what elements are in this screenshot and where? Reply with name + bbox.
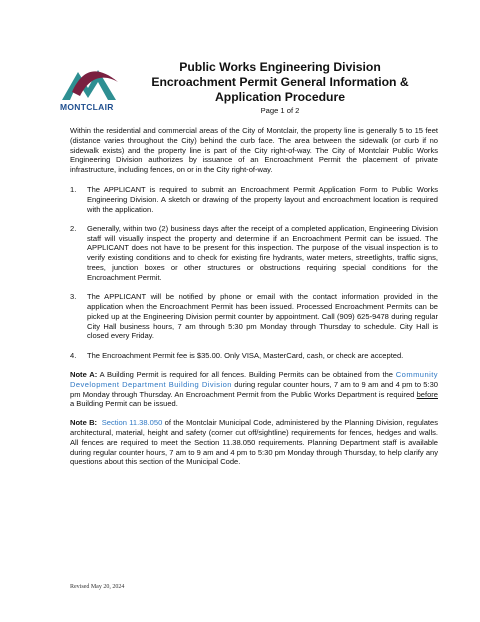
list-item: 1. The APPLICANT is required to submit an Encroachment Permit Application Form to Public Works Engineering Division. A sketch or drawing of the property layout and encroachment location is required with the application. <box>70 184 438 214</box>
page-number: Page 1 of 2 <box>260 106 300 115</box>
note-b: Note B: Section 11.38.050 of the Montclair Municipal Code, administered by the Planning Division, regulates architectural, material, height and safety (corner cut off/sightline) requirements for fences, hedges and walls. All fences are required to meet the Section 11.38.050 requirements. Planning Department staff is available during regular counter hours, 7 am to 9 am and 4 pm to 5:30 pm Monday through Thursday, to help clarify any questions about this section of the Municipal Code. <box>70 418 438 467</box>
page-title-line2: Encroachment Permit General Information & <box>151 75 409 89</box>
list-item: 2. Generally, within two (2) business days after the receipt of a completed application, Engineering Division staff will visually inspect the property and determine if an Encroachment Permit can be issued. The APPLICANT does not have to be present for this inspection. The purpose of the visual inspection is to verify existing conditions and to check for existing fire hydrants, water meters, streetlights, traffic signs, trees, junction boxes or other structures or obstructions requiring special conditions for the Encroachment Permit. <box>70 223 438 282</box>
page-title-line1: Public Works Engineering Division <box>179 60 381 74</box>
note-b-label: Note B: <box>70 418 98 428</box>
step-text: Generally, within two (2) business days after the receipt of a completed application, Engineering Division staff will visually inspect the property and determine if an Encroachment Permit can be issued. The APPLICANT does not have to be present for this inspection. The purpose of the visual inspection is to verify existing conditions and to check for existing fire hydrants, water meters, streetlights, traffic signs, trees, junction boxes or other structures or obstructions requiring special conditions for the Encroachment Permit. <box>87 223 438 282</box>
step-text: The APPLICANT is required to submit an Encroachment Permit Application Form to Public Works Engineering Division. A sketch or drawing of the property layout and encroachment location is required with the application. <box>87 184 438 214</box>
building-division-link[interactable]: Community Development Department Building Division <box>70 369 438 389</box>
revision-date: Revised May 20, 2024 <box>70 584 125 590</box>
montclair-logo-icon <box>58 62 126 104</box>
document-body <box>70 126 438 475</box>
step-text: The APPLICANT will be notified by phone or email with the contact information provided in the application when the Encroachment Permit has been issued. Processed Encroachment Permits can be picked up at the Engineering Division permit counter by appointment. Call (909) 625-9478 during regular City Hall business hours, 7 am through 5:30 pm Monday through Thursday to schedule. City Hall is closed every Friday. <box>87 292 438 341</box>
step-text: The Encroachment Permit fee is $35.00. Only VISA, MasterCard, cash, or check are accepted. <box>87 350 404 360</box>
document-header <box>120 60 440 116</box>
note-a: Note A: A Building Permit is required for all fences. Building Permits can be obtained from the Community Development Department Building Division during regular counter hours, 7 am to 9 am and 4 pm to 5:30 pm Monday through Thursday. An Encroachment Permit from the Public Works Department is required before a Building Permit can be issued. <box>70 369 438 409</box>
list-item: 3. The APPLICANT will be notified by phone or email with the contact information provided in the application when the Encroachment Permit has been issued. Processed Encroachment Permits can be picked up at the Engineering Division permit counter by appointment. Call (909) 625-9478 during regular City Hall business hours, 7 am through 5:30 pm Monday through Thursday to schedule. City Hall is closed every Friday. <box>70 292 438 341</box>
logo-text: MONTCLAIR <box>60 102 114 112</box>
list-item: 4. The Encroachment Permit fee is $35.00. Only VISA, MasterCard, cash, or check are accepted. <box>70 350 404 360</box>
municipal-code-link[interactable]: Section 11.38.050 <box>101 418 163 428</box>
note-a-label: Note A: <box>70 369 98 379</box>
intro-paragraph: Within the residential and commercial areas of the City of Montclair, the property line is generally 5 to 15 feet (distance varies throughout the City) behind the curb face. The area between the sidewalk (or curb if no sidewalk exists) and the property line is part of the City right-of-way. The City of Montclair Public Works Engineering Division authorizes by issuance of an Encroachment Permit the placement of private infrastructure, including fences, on or in the City right-of-way. <box>70 126 438 175</box>
page-title-line3: Application Procedure <box>214 90 346 104</box>
procedure-steps <box>70 185 438 360</box>
